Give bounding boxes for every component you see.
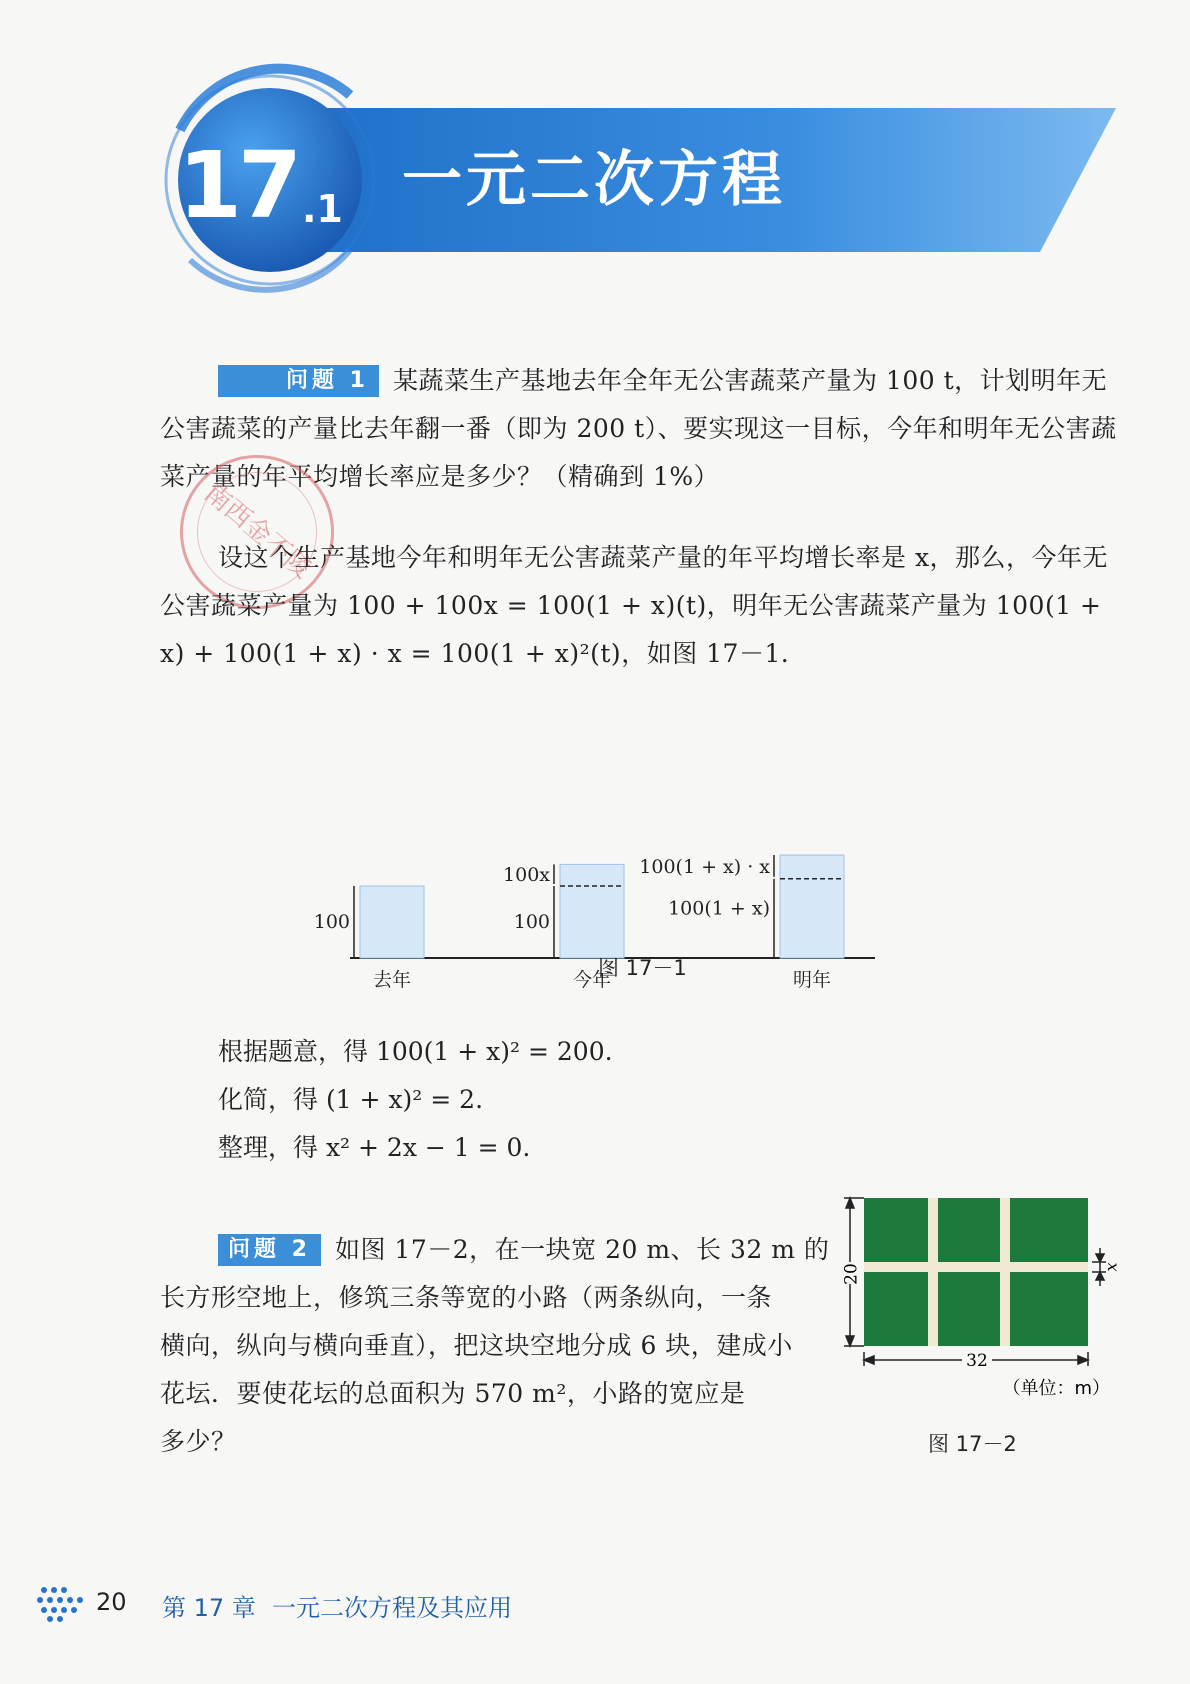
path-width-label: x <box>1101 1262 1121 1272</box>
section-title: 一元二次方程 <box>402 145 786 215</box>
section-subnumber: .1 <box>302 187 343 231</box>
figure2-caption: 图 17－2 <box>928 1432 1017 1456</box>
chapter-label: 第 17 章 <box>162 1594 256 1622</box>
length-label: 32 <box>966 1351 988 1371</box>
base-label: 100 <box>313 911 350 933</box>
problem2-line3: 横向，纵向与横向垂直），把这块空地分成 6 块，建成小 <box>160 1331 793 1360</box>
equation-1: 根据题意，得 100(1 + x)² = 200. <box>218 1037 613 1066</box>
bar-2 <box>560 864 624 958</box>
category-label: 今年 <box>572 969 612 991</box>
section-number: 17 <box>178 132 299 239</box>
flower-bed <box>864 1198 928 1262</box>
category-label: 明年 <box>792 969 832 991</box>
problem2-paragraph <box>160 1226 830 1466</box>
flower-bed <box>1010 1198 1088 1262</box>
bar-1 <box>360 886 424 958</box>
base-label: 100(1 + x) <box>668 897 770 920</box>
figure-17-1-chart <box>313 720 950 991</box>
chapter-title: 一元二次方程及其应用 <box>272 1594 512 1622</box>
problem2-line4: 花坛．要使花坛的总面积为 570 m²，小路的宽应是 <box>160 1379 746 1408</box>
increase-label: 100(1 + x) · x <box>639 855 770 878</box>
unit-label: （单位：m） <box>1002 1378 1110 1399</box>
bar-3 <box>780 855 844 958</box>
section-banner <box>0 0 1190 320</box>
category-label: 去年 <box>372 969 412 991</box>
width-label: 20 <box>841 1263 862 1285</box>
problem2-line1: 如图 17－2，在一块宽 20 m、长 32 m 的 <box>334 1235 830 1264</box>
stamp-text: 南西金不陵 <box>198 477 318 585</box>
flower-bed <box>938 1198 1000 1262</box>
equation-3: 整理，得 x² + 2x − 1 = 0. <box>218 1133 531 1162</box>
problem2-line5: 多少？ <box>160 1427 237 1456</box>
page-number: 20 <box>96 1588 127 1616</box>
base-label: 100 <box>513 911 550 933</box>
problem1-badge: 问题 1 <box>218 365 379 397</box>
flower-bed <box>1010 1272 1088 1346</box>
equation-2: 化简，得 (1 + x)² = 2. <box>218 1085 484 1114</box>
problem1-text: 某蔬菜生产基地去年全年无公害蔬菜产量为 100 t，计划明年无公害蔬菜的产量比去年翻一番（即为 200 t）、要实现这一目标，今年和明年无公害蔬菜产量的年平均增长率应是多少？（精确到 1%） <box>160 366 1117 491</box>
figure1-caption: 图 17－1 <box>598 956 687 980</box>
analysis-paragraph: 设这个生产基地今年和明年无公害蔬菜产量的年平均增长率是 x，那么，今年无公害蔬菜产量为 100 + 100x = 100(1 + x)(t)，明年无公害蔬菜产量为 100(1 + x) + 100(1 + x) · x = 100(1 + x)²(t)，如图 17－1． <box>160 543 1109 668</box>
problem2-badge: 问题 2 <box>218 1234 321 1266</box>
figure-17-2-garden <box>830 1190 1120 1420</box>
increase-label: 100x <box>503 864 550 887</box>
garden-plot <box>864 1198 1088 1346</box>
flower-bed <box>938 1272 1000 1346</box>
dots-decoration-icon <box>36 1584 86 1624</box>
flower-bed <box>864 1272 928 1346</box>
problem2-line2: 长方形空地上，修筑三条等宽的小路（两条纵向，一条 <box>160 1283 773 1312</box>
